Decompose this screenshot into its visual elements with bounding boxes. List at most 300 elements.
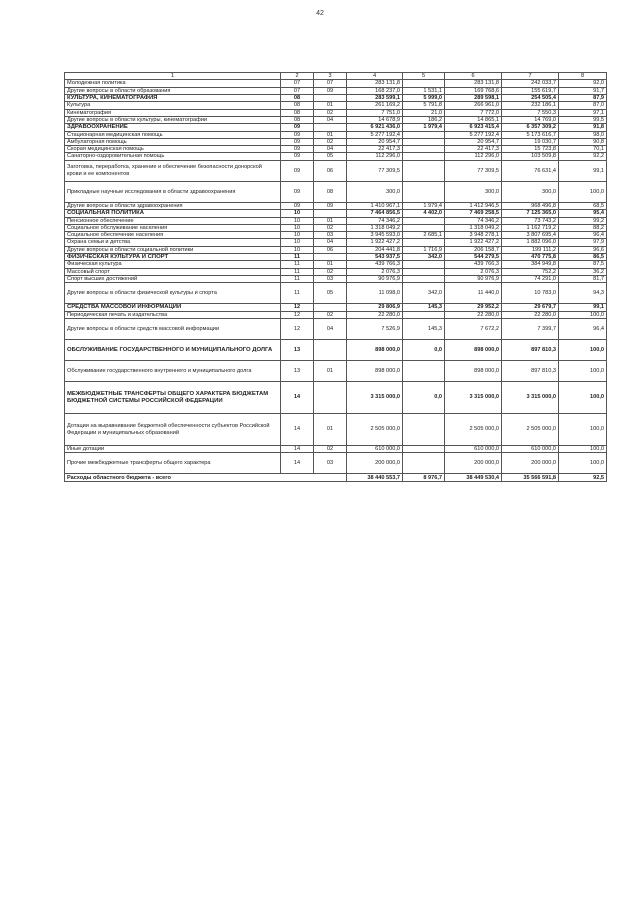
change-amount (403, 153, 445, 160)
revised-amount: 289 598,1 (445, 94, 502, 102)
revised-amount: 112 296,0 (445, 153, 502, 160)
table-row (65, 116, 607, 123)
section-code: 09 (281, 138, 314, 145)
approved-amount: 1 318 049,2 (347, 224, 403, 231)
row-name: МЕЖБЮДЖЕТНЫЕ ТРАНСФЕРТЫ ОБЩЕГО ХАРАКТЕРА БЮДЖЕТАМ БЮДЖЕТНОЙ СИСТЕМЫ РОССИЙСКОЙ ФЕДЕРАЦИИ (65, 382, 281, 414)
row-name: ЗДРАВООХРАНЕНИЕ (65, 124, 281, 132)
change-amount (403, 224, 445, 231)
approved-amount: 29 806,9 (347, 304, 403, 312)
execution-percent: 87,0 (559, 102, 607, 109)
change-amount (403, 217, 445, 224)
executed-amount: 73 743,2 (502, 217, 559, 224)
executed-amount: 3 315 000,0 (502, 382, 559, 414)
executed-amount: 968 496,8 (502, 202, 559, 209)
subsection-code: 02 (314, 446, 347, 453)
column-number: 4 (347, 73, 403, 80)
section-code: 09 (281, 131, 314, 138)
change-amount (403, 146, 445, 153)
table-row (65, 311, 607, 318)
change-amount (403, 239, 445, 246)
row-name: Стационарная медицинская помощь (65, 131, 281, 138)
section-code: 08 (281, 94, 314, 102)
table-row (65, 146, 607, 153)
approved-amount: 204 441,8 (347, 246, 403, 253)
row-name: Молодежная политика (65, 80, 281, 87)
approved-amount: 3 945 593,0 (347, 232, 403, 239)
execution-percent: 98,0 (559, 131, 607, 138)
total-value: 38 440 553,7 (347, 474, 403, 482)
column-number: 6 (445, 73, 502, 80)
execution-percent: 81,7 (559, 275, 607, 282)
approved-amount: 22 280,0 (347, 311, 403, 318)
revised-amount: 3 315 000,0 (445, 382, 502, 414)
section-total-row (65, 382, 607, 414)
execution-percent: 96,6 (559, 246, 607, 253)
row-name: Массовый спорт (65, 268, 281, 275)
revised-amount: 2 505 000,0 (445, 414, 502, 446)
subsection-code (314, 340, 347, 361)
execution-percent: 68,5 (559, 202, 607, 209)
subsection-code (314, 253, 347, 261)
subsection-code: 06 (314, 246, 347, 253)
subsection-code: 04 (314, 319, 347, 340)
subsection-code: 01 (314, 131, 347, 138)
section-code: 14 (281, 382, 314, 414)
execution-percent: 100,0 (559, 453, 607, 474)
executed-amount: 1 162 719,2 (502, 224, 559, 231)
change-amount: 1 716,9 (403, 246, 445, 253)
executed-amount: 7 399,7 (502, 319, 559, 340)
page-number: 42 (316, 10, 324, 17)
approved-amount: 14 678,9 (347, 116, 403, 123)
revised-amount: 283 131,8 (445, 80, 502, 87)
executed-amount: 1 882 096,0 (502, 239, 559, 246)
subsection-code: 07 (314, 80, 347, 87)
row-name: Социальное обеспечение населения (65, 232, 281, 239)
change-amount: 145,3 (403, 319, 445, 340)
revised-amount: 200 000,0 (445, 453, 502, 474)
table-row (65, 181, 607, 202)
subsection-code: 02 (314, 268, 347, 275)
change-amount: 5 999,0 (403, 94, 445, 102)
approved-amount: 5 277 192,4 (347, 131, 403, 138)
executed-amount: 15 723,8 (502, 146, 559, 153)
execution-percent: 92,2 (559, 153, 607, 160)
execution-percent: 70,1 (559, 146, 607, 153)
total-value: 38 449 530,4 (445, 474, 502, 482)
revised-amount: 3 948 278,1 (445, 232, 502, 239)
section-code: 11 (281, 283, 314, 304)
executed-amount: 22 280,0 (502, 311, 559, 318)
executed-amount: 7 125 365,0 (502, 209, 559, 217)
section-code: 09 (281, 160, 314, 181)
revised-amount: 7 672,2 (445, 319, 502, 340)
revised-amount: 300,0 (445, 181, 502, 202)
approved-amount: 898 000,0 (347, 340, 403, 361)
table-body (65, 73, 607, 482)
change-amount (403, 453, 445, 474)
column-number: 3 (314, 73, 347, 80)
row-name: Скорая медицинская помощь (65, 146, 281, 153)
row-name: Другие вопросы в области культуры, кинематографии (65, 116, 281, 123)
section-code: 12 (281, 311, 314, 318)
revised-amount: 22 280,0 (445, 311, 502, 318)
approved-amount: 7 526,9 (347, 319, 403, 340)
row-name: ФИЗИЧЕСКАЯ КУЛЬТУРА И СПОРТ (65, 253, 281, 261)
section-code: 08 (281, 109, 314, 116)
row-name: Охрана семьи и детства (65, 239, 281, 246)
executed-amount: 300,0 (502, 181, 559, 202)
section-code: 10 (281, 209, 314, 217)
execution-percent: 100,0 (559, 181, 607, 202)
subsection-code: 01 (314, 261, 347, 268)
subsection-code (314, 124, 347, 132)
row-name: Другие вопросы в области здравоохранения (65, 202, 281, 209)
approved-amount: 11 098,0 (347, 283, 403, 304)
grand-total-row (65, 474, 607, 482)
change-amount: 186,2 (403, 116, 445, 123)
approved-amount: 283 599,1 (347, 94, 403, 102)
subsection-code: 05 (314, 153, 347, 160)
row-name: Другие вопросы в области средств массовой информации (65, 319, 281, 340)
executed-amount: 610 000,0 (502, 446, 559, 453)
approved-amount: 168 237,0 (347, 87, 403, 94)
row-name: Обслуживание государственного внутреннего и муниципального долга (65, 361, 281, 382)
table-row (65, 109, 607, 116)
section-total-row (65, 124, 607, 132)
row-name: Культура (65, 102, 281, 109)
revised-amount: 1 922 427,2 (445, 239, 502, 246)
revised-amount: 439 766,3 (445, 261, 502, 268)
execution-percent: 95,4 (559, 209, 607, 217)
row-name: Заготовка, переработка, хранение и обеспечение безопасности донорской крови и ее компонентов (65, 160, 281, 181)
section-code: 13 (281, 361, 314, 382)
execution-percent: 99,5 (559, 116, 607, 123)
table-row (65, 361, 607, 382)
section-code: 07 (281, 87, 314, 94)
change-amount: 0,0 (403, 340, 445, 361)
row-name: Прикладные научные исследования в области здравоохранения (65, 181, 281, 202)
section-code: 11 (281, 253, 314, 261)
row-name: ОБСЛУЖИВАНИЕ ГОСУДАРСТВЕННОГО И МУНИЦИПАЛЬНОГО ДОЛГА (65, 340, 281, 361)
revised-amount: 898 000,0 (445, 340, 502, 361)
subsection-code: 02 (314, 224, 347, 231)
column-number: 5 (403, 73, 445, 80)
subsection-code: 06 (314, 160, 347, 181)
table-row (65, 283, 607, 304)
row-name: СОЦИАЛЬНАЯ ПОЛИТИКА (65, 209, 281, 217)
section-code: 08 (281, 116, 314, 123)
section-total-row (65, 340, 607, 361)
approved-amount: 3 315 000,0 (347, 382, 403, 414)
execution-percent: 99,1 (559, 304, 607, 312)
executed-amount: 19 030,7 (502, 138, 559, 145)
column-number: 2 (281, 73, 314, 80)
change-amount: 5 791,8 (403, 102, 445, 109)
table-row (65, 153, 607, 160)
revised-amount: 898 000,0 (445, 361, 502, 382)
execution-percent: 97,9 (559, 239, 607, 246)
table-row (65, 446, 607, 453)
execution-percent: 92,0 (559, 80, 607, 87)
table-row (65, 239, 607, 246)
executed-amount: 14 769,0 (502, 116, 559, 123)
revised-amount: 1 412 946,5 (445, 202, 502, 209)
change-amount: 4 402,0 (403, 209, 445, 217)
subsection-code: 08 (314, 181, 347, 202)
executed-amount: 897 810,3 (502, 361, 559, 382)
change-amount: 145,3 (403, 304, 445, 312)
execution-percent: 99,2 (559, 217, 607, 224)
subsection-code: 04 (314, 146, 347, 153)
change-amount: 1 979,4 (403, 124, 445, 132)
executed-amount: 232 186,1 (502, 102, 559, 109)
change-amount: 1 979,4 (403, 202, 445, 209)
executed-amount: 200 000,0 (502, 453, 559, 474)
subsection-code: 01 (314, 102, 347, 109)
subsection-code (314, 304, 347, 312)
approved-amount: 2 505 000,0 (347, 414, 403, 446)
change-amount: 1 531,1 (403, 87, 445, 94)
subsection-code: 01 (314, 414, 347, 446)
section-code: 09 (281, 202, 314, 209)
change-amount: 342,0 (403, 283, 445, 304)
approved-amount: 7 464 856,5 (347, 209, 403, 217)
approved-amount: 6 921 436,0 (347, 124, 403, 132)
change-amount: 21,0 (403, 109, 445, 116)
executed-amount: 254 505,4 (502, 94, 559, 102)
executed-amount: 155 619,7 (502, 87, 559, 94)
executed-amount: 242 033,7 (502, 80, 559, 87)
total-value: 92,5 (559, 474, 607, 482)
row-name: Иные дотации (65, 446, 281, 453)
revised-amount: 5 277 192,4 (445, 131, 502, 138)
execution-percent: 87,5 (559, 261, 607, 268)
change-amount (403, 261, 445, 268)
subsection-code: 09 (314, 87, 347, 94)
row-name: Социальное обслуживание населения (65, 224, 281, 231)
revised-amount: 266 961,0 (445, 102, 502, 109)
column-number: 1 (65, 73, 281, 80)
execution-percent: 94,3 (559, 283, 607, 304)
revised-amount: 20 954,7 (445, 138, 502, 145)
table-row (65, 319, 607, 340)
execution-percent: 96,4 (559, 319, 607, 340)
section-code: 11 (281, 261, 314, 268)
approved-amount: 1 922 427,2 (347, 239, 403, 246)
execution-percent: 91,8 (559, 124, 607, 132)
execution-percent: 36,2 (559, 268, 607, 275)
subsection-code: 02 (314, 138, 347, 145)
execution-percent: 100,0 (559, 446, 607, 453)
table-row (65, 202, 607, 209)
executed-amount: 5 173 616,7 (502, 131, 559, 138)
execution-percent: 96,4 (559, 232, 607, 239)
section-code: 10 (281, 239, 314, 246)
total-value: 35 566 591,8 (502, 474, 559, 482)
table-row (65, 246, 607, 253)
execution-percent: 86,5 (559, 253, 607, 261)
section-code: 10 (281, 217, 314, 224)
table-row (65, 453, 607, 474)
change-amount (403, 446, 445, 453)
section-code: 07 (281, 80, 314, 87)
execution-percent: 97,1 (559, 109, 607, 116)
subsection-code: 02 (314, 109, 347, 116)
row-name: Спорт высших достижений (65, 275, 281, 282)
column-number-row (65, 73, 607, 80)
table-row (65, 138, 607, 145)
approved-amount: 300,0 (347, 181, 403, 202)
change-amount (403, 311, 445, 318)
row-name: Кинематография (65, 109, 281, 116)
approved-amount: 283 131,8 (347, 80, 403, 87)
table-row (65, 131, 607, 138)
section-code: 11 (281, 268, 314, 275)
revised-amount: 169 768,6 (445, 87, 502, 94)
subsection-code (314, 382, 347, 414)
approved-amount: 112 296,0 (347, 153, 403, 160)
approved-amount: 2 076,3 (347, 268, 403, 275)
approved-amount: 7 751,0 (347, 109, 403, 116)
revised-amount: 1 318 049,2 (445, 224, 502, 231)
change-amount (403, 181, 445, 202)
row-name: Периодическая печать и издательства (65, 311, 281, 318)
execution-percent: 90,8 (559, 138, 607, 145)
subsection-code: 09 (314, 202, 347, 209)
executed-amount: 384 949,8 (502, 261, 559, 268)
approved-amount: 610 000,0 (347, 446, 403, 453)
execution-percent: 100,0 (559, 340, 607, 361)
column-number: 7 (502, 73, 559, 80)
table-row (65, 87, 607, 94)
section-code: 09 (281, 181, 314, 202)
row-name: Пенсионное обеспечение (65, 217, 281, 224)
revised-amount: 544 279,5 (445, 253, 502, 261)
row-name: Другие вопросы в области физической культуры и спорта (65, 283, 281, 304)
column-number: 8 (559, 73, 607, 80)
section-code: 08 (281, 102, 314, 109)
table-row (65, 160, 607, 181)
approved-amount: 543 937,5 (347, 253, 403, 261)
section-total-row (65, 253, 607, 261)
approved-amount: 77 309,5 (347, 160, 403, 181)
table-row (65, 232, 607, 239)
execution-percent: 91,7 (559, 87, 607, 94)
total-value: 8 976,7 (403, 474, 445, 482)
revised-amount: 29 952,2 (445, 304, 502, 312)
section-code: 10 (281, 232, 314, 239)
revised-amount: 74 346,2 (445, 217, 502, 224)
row-name: Санаторно-оздоровительная помощь (65, 153, 281, 160)
section-code: 12 (281, 319, 314, 340)
executed-amount: 199 111,2 (502, 246, 559, 253)
revised-amount: 6 923 415,4 (445, 124, 502, 132)
revised-amount: 90 976,9 (445, 275, 502, 282)
approved-amount: 200 000,0 (347, 453, 403, 474)
executed-amount: 897 810,3 (502, 340, 559, 361)
executed-amount: 470 775,8 (502, 253, 559, 261)
revised-amount: 77 309,5 (445, 160, 502, 181)
section-total-row (65, 209, 607, 217)
table-row (65, 275, 607, 282)
execution-percent: 100,0 (559, 361, 607, 382)
row-name: КУЛЬТУРА, КИНЕМАТОГРАФИЯ (65, 94, 281, 102)
revised-amount: 206 158,7 (445, 246, 502, 253)
row-name: СРЕДСТВА МАССОВОЙ ИНФОРМАЦИИ (65, 304, 281, 312)
executed-amount: 10 783,0 (502, 283, 559, 304)
subsection-code: 04 (314, 239, 347, 246)
table-row (65, 217, 607, 224)
table-row (65, 268, 607, 275)
change-amount: 342,0 (403, 253, 445, 261)
execution-percent: 87,9 (559, 94, 607, 102)
section-code: 13 (281, 340, 314, 361)
change-amount (403, 160, 445, 181)
change-amount (403, 275, 445, 282)
subsection-code: 02 (314, 311, 347, 318)
budget-expenditure-table (64, 72, 607, 482)
approved-amount: 22 417,3 (347, 146, 403, 153)
subsection-code: 01 (314, 361, 347, 382)
section-code: 10 (281, 246, 314, 253)
executed-amount: 76 631,4 (502, 160, 559, 181)
approved-amount: 261 169,2 (347, 102, 403, 109)
executed-amount: 74 291,0 (502, 275, 559, 282)
execution-percent: 100,0 (559, 414, 607, 446)
executed-amount: 752,2 (502, 268, 559, 275)
executed-amount: 7 550,3 (502, 109, 559, 116)
table-row (65, 80, 607, 87)
subsection-code: 03 (314, 453, 347, 474)
change-amount (403, 414, 445, 446)
subsection-code (314, 94, 347, 102)
approved-amount: 898 000,0 (347, 361, 403, 382)
change-amount (403, 361, 445, 382)
section-total-row (65, 94, 607, 102)
execution-percent: 88,2 (559, 224, 607, 231)
table-row (65, 414, 607, 446)
revised-amount: 11 440,0 (445, 283, 502, 304)
row-name: Амбулаторная помощь (65, 138, 281, 145)
revised-amount: 7 469 258,5 (445, 209, 502, 217)
row-name: Другие вопросы в области социальной политики (65, 246, 281, 253)
subsection-code (314, 209, 347, 217)
change-amount (403, 80, 445, 87)
approved-amount: 1 410 967,1 (347, 202, 403, 209)
executed-amount: 3 807 695,4 (502, 232, 559, 239)
executed-amount: 29 679,7 (502, 304, 559, 312)
revised-amount: 22 417,3 (445, 146, 502, 153)
row-name: Физическая культура (65, 261, 281, 268)
change-amount (403, 131, 445, 138)
subsection-code: 01 (314, 217, 347, 224)
section-code: 14 (281, 453, 314, 474)
table-row (65, 261, 607, 268)
change-amount (403, 268, 445, 275)
subsection-code: 03 (314, 275, 347, 282)
approved-amount: 90 976,9 (347, 275, 403, 282)
section-code: 12 (281, 304, 314, 312)
section-code: 09 (281, 153, 314, 160)
change-amount: 2 685,1 (403, 232, 445, 239)
total-label: Расходы областного бюджета - всего (65, 474, 347, 482)
revised-amount: 14 865,1 (445, 116, 502, 123)
section-code: 10 (281, 224, 314, 231)
approved-amount: 439 766,3 (347, 261, 403, 268)
section-code: 09 (281, 124, 314, 132)
table-row (65, 224, 607, 231)
